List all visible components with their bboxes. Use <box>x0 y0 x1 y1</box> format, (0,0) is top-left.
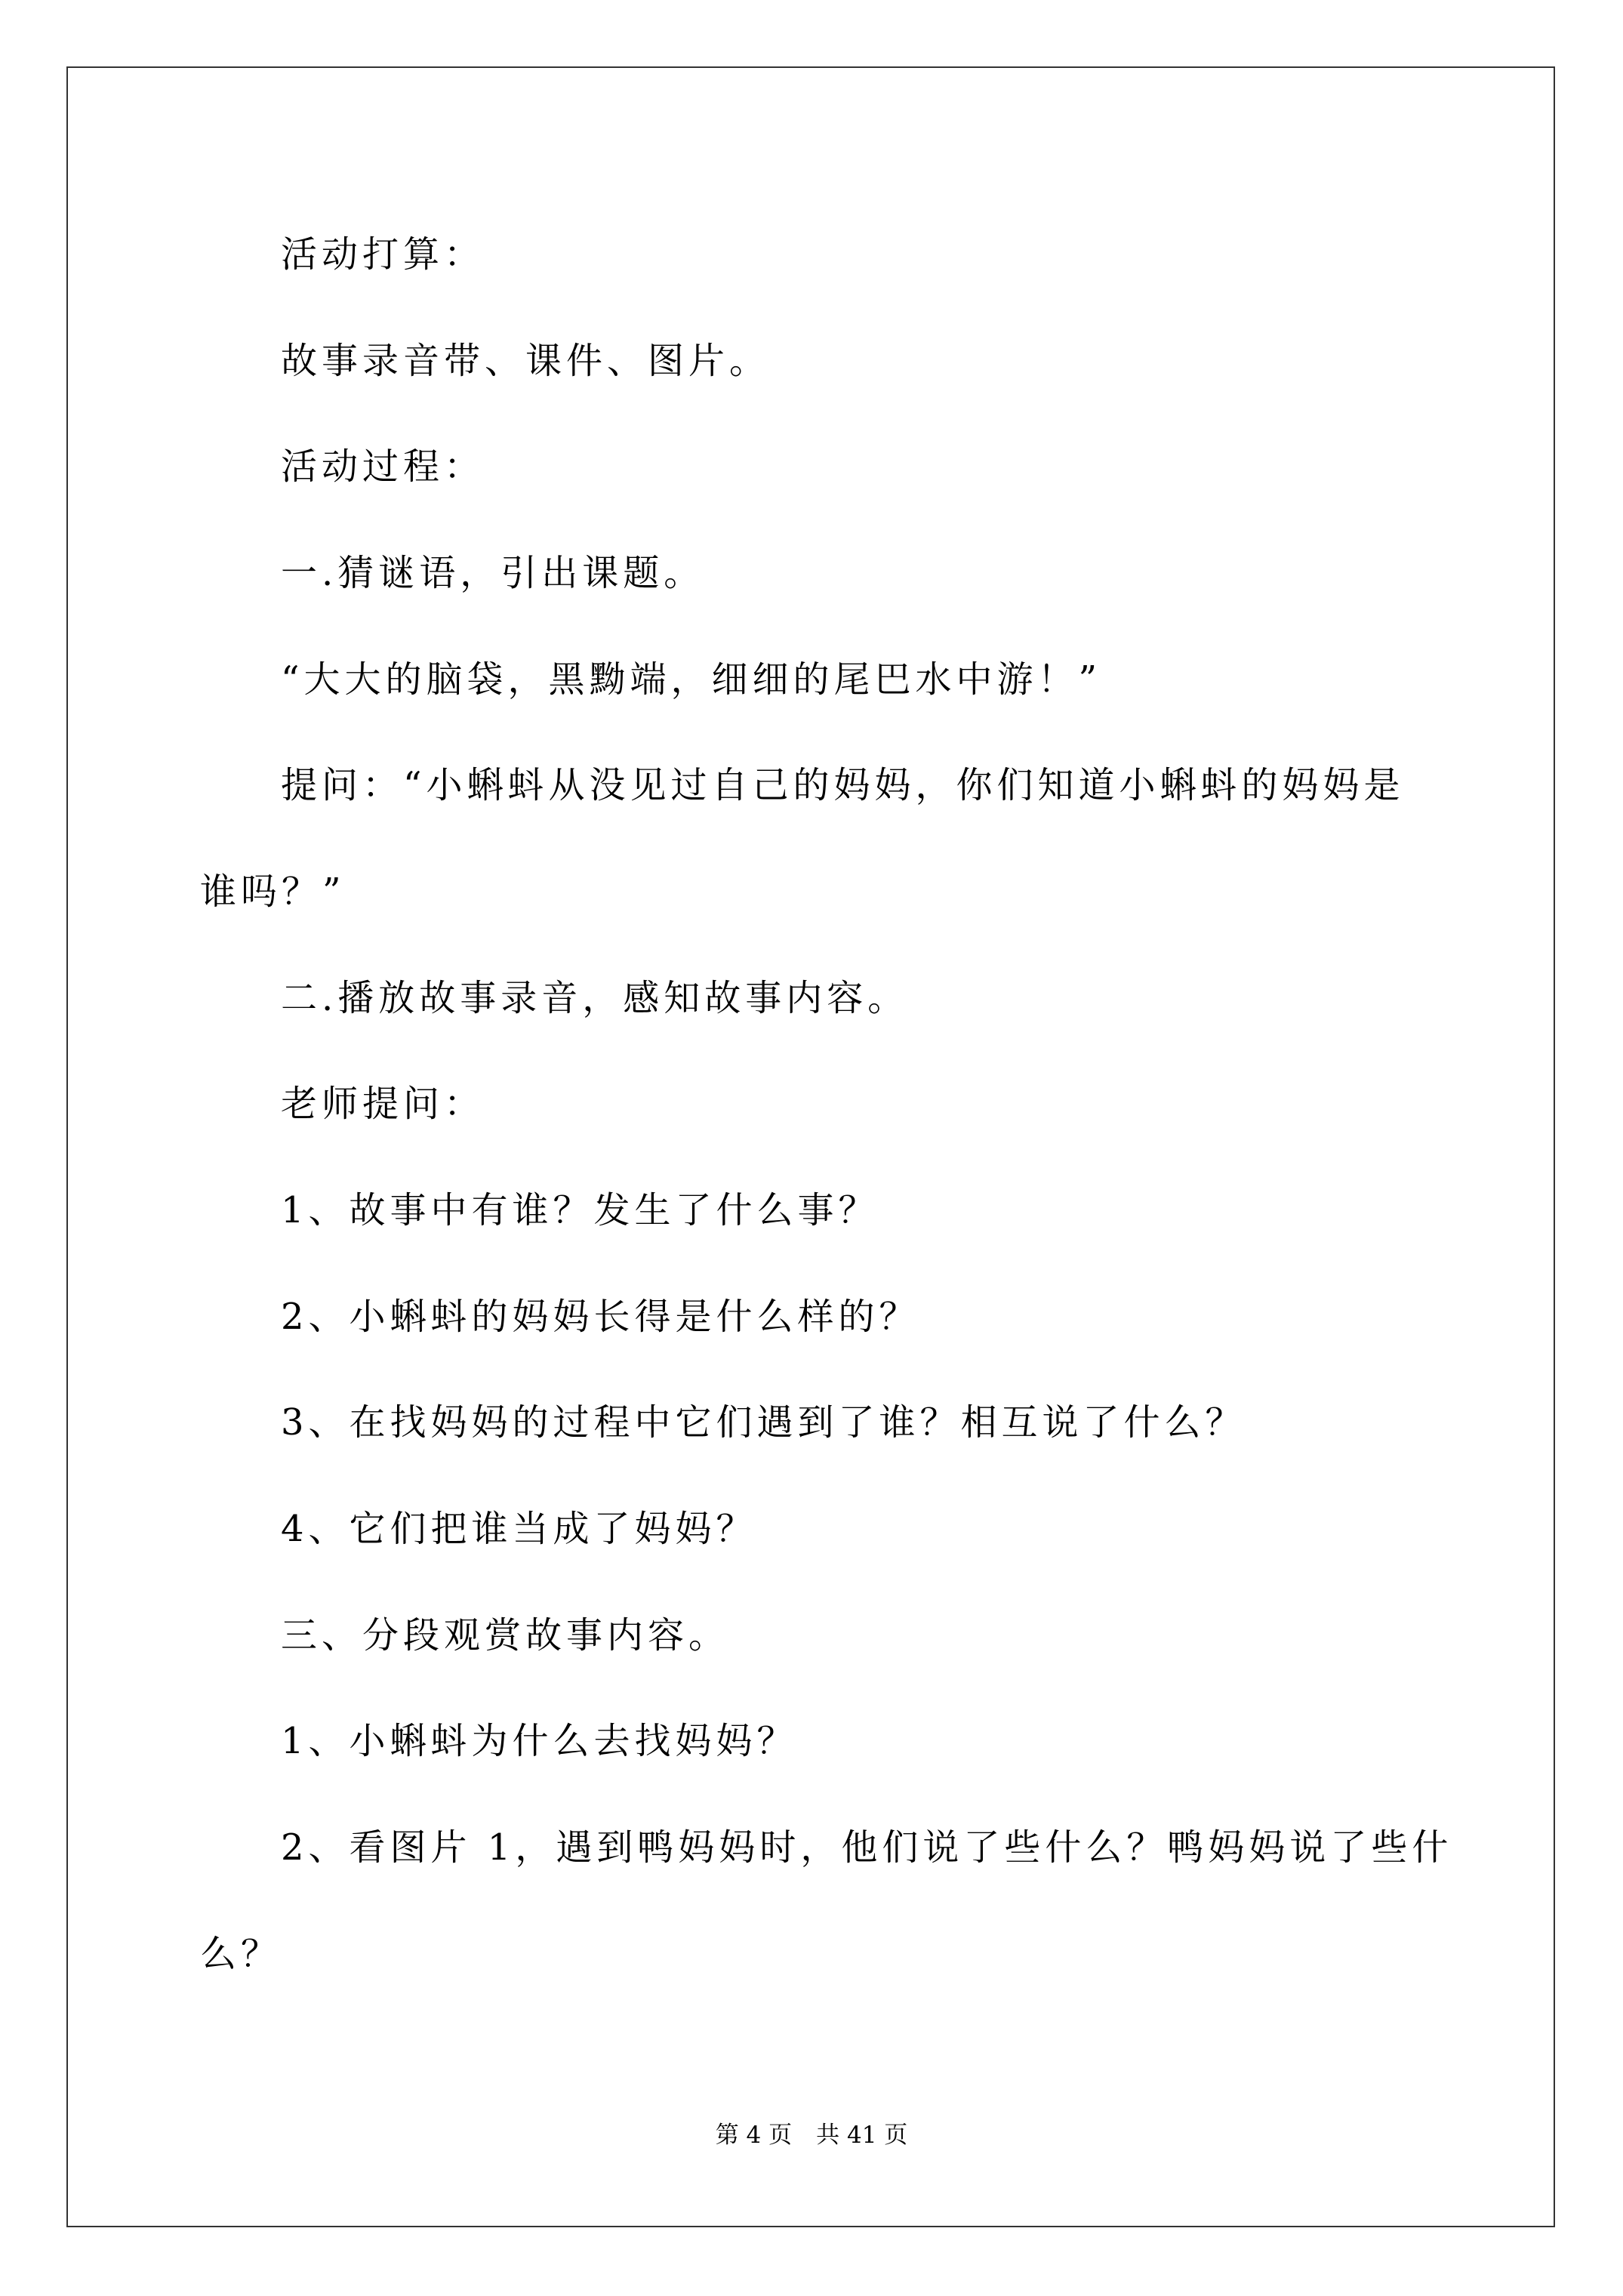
paragraph: 1、小蝌蚪为什么去找妈妈？ <box>281 1720 798 1762</box>
paragraph: 1、故事中有谁？发生了什么事？ <box>281 1189 879 1231</box>
paragraph: 2、小蝌蚪的妈妈长得是什么样的？ <box>281 1296 920 1338</box>
page-total: 共 41 页 <box>816 2122 908 2149</box>
paragraph: 活动打算： <box>281 233 485 276</box>
paragraph: “大大的脑袋，黑黝端，细细的尾巴水中游！” <box>281 658 1102 701</box>
paragraph: 2、看图片 1，遇到鸭妈妈时，他们说了些什么？鸭妈妈说了些什 <box>281 1826 1453 1869</box>
paragraph: 活动过程： <box>281 445 485 488</box>
paragraph: 老师提问： <box>281 1083 485 1125</box>
paragraph: 4、它们把谁当成了妈妈？ <box>281 1508 757 1550</box>
paragraph-continuation: 么？ <box>200 1933 282 1975</box>
paragraph-continuation: 谁吗？” <box>200 871 346 913</box>
page-border <box>66 66 1555 2227</box>
paragraph: 三、分段观赏故事内容。 <box>281 1614 730 1657</box>
paragraph: 一.猜谜语，引出课题。 <box>281 552 705 594</box>
paragraph: 提问：“小蝌蚪从没见过自己的妈妈，你们知道小蝌蚪的妈妈是 <box>281 764 1405 806</box>
paragraph: 故事录音带、课件、图片。 <box>281 340 771 382</box>
paragraph: 二.播放故事录音，感知故事内容。 <box>281 977 909 1019</box>
paragraph: 3、在找妈妈的过程中它们遇到了谁？相互说了什么？ <box>281 1401 1246 1444</box>
page-footer <box>0 2120 1623 2150</box>
page-number: 第 4 页 <box>715 2122 793 2149</box>
